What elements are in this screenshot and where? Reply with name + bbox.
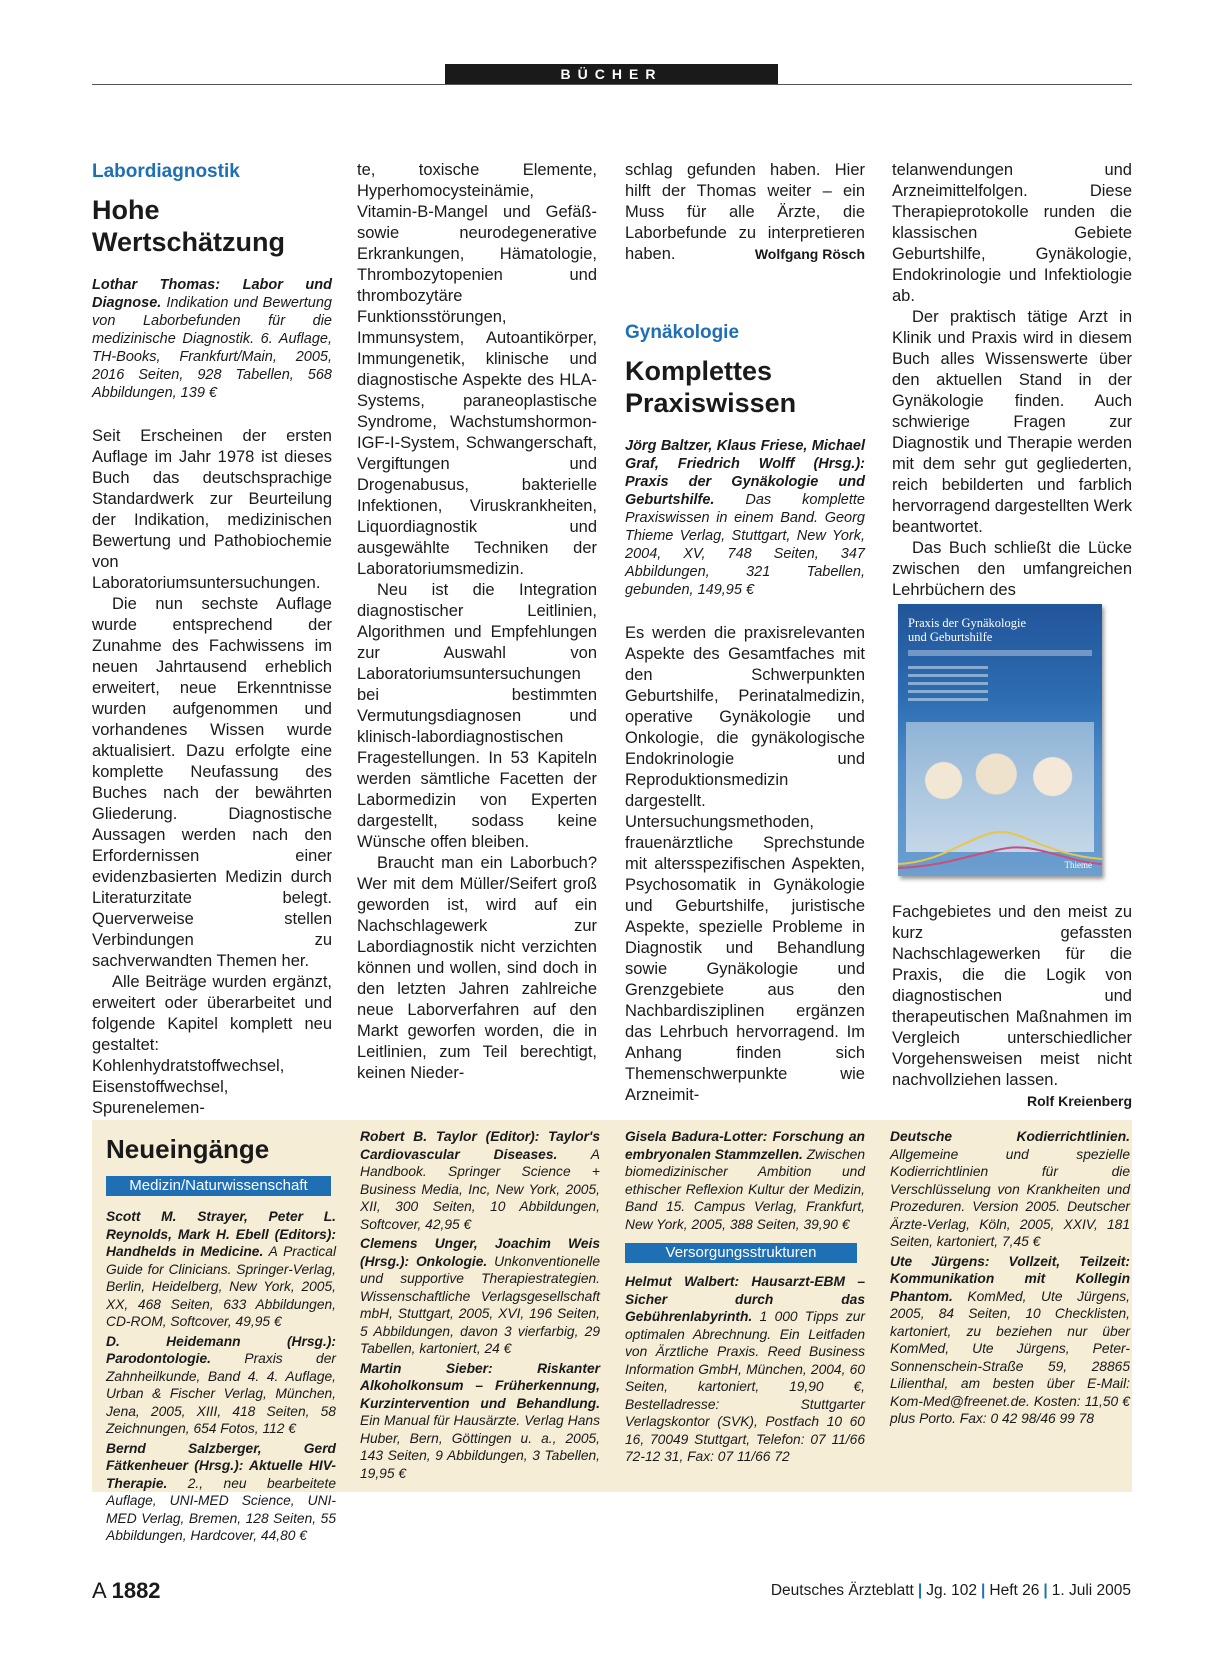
book-entry-details: A Handbook. Springer Science + Business Media, Inc, New York, 2005, XII, 300 Seiten, 10 Abbildungen, Softcover, 42,95 € bbox=[360, 1146, 600, 1232]
article1-paragraph: te, toxische Elemente, Hyperhomocysteinämie, Vitamin-B-Mangel und Gefäß- sowie neurodegenerative Erkrankungen, Hämatologie, Thrombozytopenien und thrombozytäre Funktionsstörungen, Immunsystem, Autoantikörper, Immungenetik, klinische und diagnostische Aspekte des HLA-Systems, paraneoplastische Syndrome, Wachstumshormon-IGF-I-System, Schwangerschaft, Vergiftungen und Drogenabusus, bakterielle Infektionen, Viruskrankheiten, Liquordiagnostik und ausgewählte Techniken der Laboratoriumsmedizin. bbox=[357, 161, 597, 578]
article2-closing-text: Fachgebietes und den meist zu kurz gefassten Nachschlagewerken für die Praxis, die die Logik von diagnostischen und therapeutischen Maßnahmen im Vergleich unterschiedlicher Vorgehensweisen meist nicht nachvollziehen lassen. bbox=[892, 903, 1132, 1089]
article2-author: Rolf Kreienberg bbox=[1026, 1093, 1132, 1109]
article1-paragraph: Die nun sechste Auflage wurde entsprechend der Zunahme des Fachwissens im neuen Jahrtausend erheblich erweitert, neue Erkenntnisse wurden aufgenommen und vorhandenes Wissen wurde aktualisiert. Dazu erfolgte eine komplette Neufassung des Buches nach der bewährten Gliederung. Diagnostische Aussagen werden nach den Erfordernissen einer evidenzbasierten Medizin durch Literaturzitate belegt. Querverweise stellen Verbindungen zu sachverwandten Themen her. bbox=[92, 595, 332, 970]
book-entry-details: Praxis der Zahnheilkunde, Band 4. 4. Auflage, Urban & Fischer Verlag, München, Jena, 2005, XIII, 418 Seiten, 58 Zeichnungen, 654 Fotos, 112 € bbox=[106, 1351, 336, 1436]
cover-publisher-logo: Thieme bbox=[1064, 860, 1092, 870]
new-arrivals-title: Neueingänge bbox=[106, 1134, 270, 1164]
book-entry-details: KomMed, Ute Jürgens, 2005, 84 Seiten, 10 Checklisten, kartoniert, zu beziehen nur über KomMed, Ute Jürgens, Peter-Sonnenschein-Straße 59, 28865 Lilienthal, am besten über E-Mail: Kom-Med@freenet.de. Kosten: 11,50 € plus Porto. Fax: 0 42 98/46 99 78 bbox=[890, 1288, 1130, 1426]
article1-kicker: Labordiagnostik bbox=[92, 161, 240, 182]
cover-title-line: Praxis der Gynäkologie bbox=[908, 616, 1027, 630]
book-entry-details: Ein Manual für Hausärzte. Verlag Hans Huber, Bern, Göttingen u. a., 2005, 143 Seiten, 9 Abbildungen, 3 Tabellen, 19,95 € bbox=[360, 1413, 600, 1481]
book-entry bbox=[625, 1128, 865, 1233]
article2-kicker: Gynäkologie bbox=[625, 322, 740, 343]
book-entry-details: 1 000 Tipps zur optimalen Abrechnung. Ein Leitfaden von Ärztliche Praxis. Reed Business Information GmbH, München, 2004, 60 Seiten, kartoniert, 19,90 €, Bestelladresse: Stuttgarter Verlagskontor (SVK), Postfach 10 60 16, 70049 Stuttgart, Telefon: 07 11/66 72-12 31, Fax: 07 11/66 72 bbox=[625, 1309, 865, 1464]
article1-bibliography bbox=[92, 276, 332, 402]
article2-paragraph: Es werden die praxisrelevanten Aspekte des Gesamtfaches mit den Schwerpunkten Geburtshilfe, Perinatalmedizin, operative Gynäkologie und Onkologie, die gynäkologische Endokrinologie und Reproduktionsmedizin dargestellt. Untersuchungsmethoden, frauenärztliche Sprechstunde mit altersspezifischen Aspekten, Psychosomatik in Gynäkologie und Geburtshilfe, juristische Aspekte, spezielle Probleme in Diagnostik und Behandlung sowie Gynäkologie und Grenzgebiete aus den Nachbardisziplinen ergänzen das Lehrbuch hervorragend. Im Anhang finden sich Themenschwerpunkte wie Arzneimit- bbox=[625, 624, 865, 1104]
article1-headline: Hohe Wertschätzung bbox=[92, 195, 286, 257]
article2-biblio-title: Jörg Baltzer, Klaus Friese, Michael Graf, Friedrich Wolff (Hrsg.): Praxis der Gynäkologie und Geburtshilfe. bbox=[625, 438, 865, 508]
page-number bbox=[92, 1578, 161, 1604]
article2-biblio-details: Das komplette Praxiswissen in einem Band. Georg Thieme Verlag, Stuttgart, New York, 2004, XV, 748 Seiten, 347 Abbildungen, 321 Tabellen, gebunden, 149,95 € bbox=[625, 492, 865, 598]
new-arrivals-column-3 bbox=[625, 1128, 865, 1468]
column-3 bbox=[625, 160, 865, 1106]
book-entry-details: 2., neu bearbeitete Auflage, UNI-MED Science, UNI-MED Verlag, Bremen, 128 Seiten, 55 Abbildungen, Hardcover, 44,80 € bbox=[106, 1475, 336, 1543]
book-entry-details: A Practical Guide for Clinicians. Springer-Verlag, Berlin, Heidelberg, New York, 2005, XX, 468 Seiten, 633 Abbildungen, CD-ROM, Softcover, 49,95 € bbox=[106, 1244, 337, 1329]
article1-author: Wolfgang Rösch bbox=[754, 246, 865, 262]
article2-paragraph: Das Buch schließt die Lücke zwischen den umfangreichen Lehrbüchern des bbox=[892, 539, 1132, 599]
book-entry bbox=[106, 1208, 336, 1331]
book-entry bbox=[890, 1253, 1130, 1428]
article1-paragraph: Braucht man ein Laborbuch? Wer mit dem Müller/Seifert groß geworden ist, wird auf ein Nachschlagewerk zur Labordiagnostik nicht verzichten können und wollen, sind doch in den letzten Jahren zahlreiche neue Laborverfahren auf den Markt geworfen worden, die in Leitlinien, zum Teil berechtigt, keinen Nieder- bbox=[357, 854, 597, 1082]
journal-date: 1. Juli 2005 bbox=[1051, 1582, 1131, 1599]
book-entry-title: Martin Sieber: Riskanter Alkoholkonsum – Früherkennung, Kurzintervention und Behandlung. bbox=[360, 1360, 600, 1411]
journal-volume: Jg. 102 bbox=[926, 1582, 978, 1599]
article2-headline: Komplettes Praxiswissen bbox=[625, 356, 797, 418]
book-entry-title: Robert B. Taylor (Editor): Taylor's Cardiovascular Diseases. bbox=[360, 1129, 600, 1162]
page-number-value: 1882 bbox=[111, 1578, 161, 1603]
cover-editor-lines bbox=[908, 666, 988, 706]
book-cover-image bbox=[898, 604, 1102, 876]
column-4-continued bbox=[892, 902, 1132, 1112]
category-label: Versorgungsstrukturen bbox=[625, 1243, 857, 1263]
new-arrivals-column-2 bbox=[360, 1128, 600, 1484]
article2-paragraph bbox=[892, 902, 1132, 1109]
book-entry bbox=[360, 1235, 600, 1358]
new-arrivals-column-1 bbox=[96, 1128, 336, 1547]
book-entry bbox=[890, 1128, 1130, 1251]
article1-paragraph: Alle Beiträge wurden ergänzt, erweitert oder überarbeitet und folgende Kapitel komplett neu gestaltet: Kohlenhydratstoffwechsel, Eisenstoffwechsel, Spurenelemen- bbox=[92, 973, 332, 1117]
book-entry bbox=[106, 1440, 336, 1545]
article1-paragraph: Seit Erscheinen der ersten Auflage im Jahr 1978 ist dieses Buch das deutschsprachige Standardwerk zur Beurteilung der Indikation, medizinischen Bewertung und Pathobiochemie von Laboratoriumsuntersuchungen. bbox=[92, 427, 332, 592]
book-entry-title: Ute Jürgens: Vollzeit, Teilzeit: Kommunikation mit Kollegin Phantom. bbox=[890, 1253, 1130, 1304]
column-2 bbox=[357, 160, 597, 1084]
journal-issue: Heft 26 bbox=[989, 1582, 1040, 1599]
column-1 bbox=[92, 160, 332, 1119]
page-prefix: A bbox=[92, 1578, 106, 1603]
book-entry-details: Unkonventionelle und supportive Therapiestrategien. Wissenschaftliche Verlagsgesellschaft mbH, Stuttgart, 2005, XVI, 196 Seiten, 5 Abbildungen, davon 3 vierfarbig, 29 Tabellen, kartoniert, 24 € bbox=[360, 1253, 600, 1356]
book-entry bbox=[360, 1128, 600, 1233]
article2-paragraph: telanwendungen und Arzneimittelfolgen. Diese Therapieprotokolle runden die klassischen Gebiete Geburtshilfe, Gynäkologie, Endokrinologie und Infektiologie ab. bbox=[892, 161, 1132, 305]
book-entry-title: Clemens Unger, Joachim Weis (Hrsg.): Onkologie. bbox=[360, 1236, 600, 1269]
book-entry-details: Allgemeine und spezielle Kodierrichtlinien für die Verschlüsselung von Krankheiten und Prozeduren. Version 2005. Deutscher Ärzte-Verlag, Köln, 2005, XXIV, 181 Seiten, kartoniert, 7,45 € bbox=[890, 1146, 1130, 1249]
column-4 bbox=[892, 160, 1132, 601]
journal-name: Deutsches Ärzteblatt bbox=[770, 1582, 914, 1599]
cover-subtitle-bar bbox=[908, 650, 1092, 656]
article1-biblio-title: Lothar Thomas: Labor und Diagnose. bbox=[92, 277, 332, 311]
book-entry-title: Helmut Walbert: Hausarzt-EBM – Sicher durch das Gebührenlabyrinth. bbox=[625, 1274, 865, 1324]
header-rule bbox=[92, 84, 1132, 85]
article1-paragraph: Neu ist die Integration diagnostischer Leitlinien, Algorithmen und Empfehlungen zur Auswahl von Laboratoriumsuntersuchungen bei bestimmten Vermutungsdiagnosen und klinisch-labordiagnostischen Fragestellungen. In 53 Kapiteln werden sämtliche Facetten der Labormedizin von Experten dargestellt, sodass keine Wünsche offen bleiben. bbox=[357, 581, 597, 851]
book-entry bbox=[625, 1273, 865, 1466]
book-entry-title: Bernd Salzberger, Gerd Fätkenheuer (Hrsg.): Aktuelle HIV-Therapie. bbox=[106, 1440, 336, 1491]
book-entry-title: Gisela Badura-Lotter: Forschung an embryonalen Stammzellen. bbox=[625, 1129, 865, 1162]
book-entry-title: Deutsche Kodierrichtlinien. bbox=[890, 1129, 1130, 1144]
book-entry-title: Scott M. Strayer, Peter L. Reynolds, Mark H. Ebell (Editors): Handhelds in Medicine. bbox=[106, 1209, 336, 1259]
category-label: Medizin/Naturwissenschaft bbox=[106, 1176, 331, 1196]
book-entry-details: Zwischen biomedizinischer Ambition und ethischer Reflexion Kultur der Medizin, Band 15. Campus Verlag, Frankfurt, New York, 2005, 388 Seiten, 39,90 € bbox=[625, 1146, 865, 1232]
article1-biblio-details: Indikation und Bewertung von Laborbefunden für die medizinische Diagnostik. 6. Auflage, TH-Books, Frankfurt/Main, 2005, 2016 Seiten, 928 Tabellen, 568 Abbildungen, 139 € bbox=[92, 295, 332, 401]
book-entry bbox=[360, 1360, 600, 1483]
new-arrivals-column-4 bbox=[890, 1128, 1130, 1430]
article2-bibliography bbox=[625, 437, 865, 599]
article1-closing-text: schlag gefunden haben. Hier hilft der Thomas weiter – ein Muss für alle Ärzte, die Laborbefunde zu interpretieren haben. bbox=[625, 161, 865, 263]
section-header: BÜCHER bbox=[445, 64, 778, 85]
article2-paragraph: Der praktisch tätige Arzt in Klinik und Praxis wird in diesem Buch alles Wissenswerte über den aktuellen Stand in der Gynäkologie finden. Auch schwierige Fragen zur Diagnostik und Therapie werden mit dem sehr gut gegliederten, reich bebilderten und farblich hervorragend dargestellten Werk beantwortet. bbox=[892, 308, 1132, 536]
journal-footer: Deutsches Ärzteblatt | Jg. 102 | Heft 26 | 1. Juli 2005 bbox=[770, 1582, 1131, 1599]
book-entry bbox=[106, 1333, 336, 1438]
cover-title bbox=[908, 616, 1092, 644]
article1-paragraph bbox=[625, 160, 865, 265]
book-entry-title: D. Heidemann (Hrsg.): Parodontologie. bbox=[106, 1333, 336, 1366]
cover-title-line: und Geburtshilfe bbox=[908, 630, 993, 644]
